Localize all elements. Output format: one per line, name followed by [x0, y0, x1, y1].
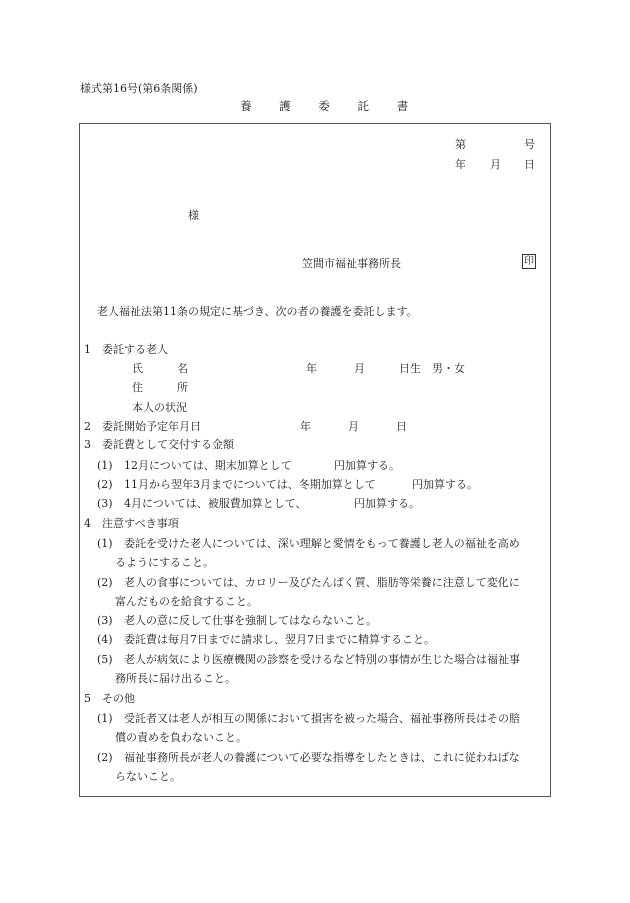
name-label-b: 名: [177, 362, 188, 375]
s3-item-2-text: 11月から翌年3月までについては、冬期加算として: [124, 478, 376, 491]
s4-item-1-line-1: 委託を受けた老人については、深い理解と愛情をもって養護し老人の福祉を高め: [124, 537, 520, 550]
s5-item-1-line-1: 受託者又は老人が相互の関係において損害を被った場合、福祉事務所長はその賠: [124, 712, 520, 725]
s3-item-3-tail: 円加算する。: [354, 497, 420, 510]
birth-month: 月: [354, 362, 365, 375]
date-month: 月: [490, 158, 501, 171]
s4-item-5-number: (5): [97, 653, 113, 666]
number-label-go: 号: [524, 138, 535, 151]
s3-item-1-text: 12月については、期末加算として: [124, 459, 292, 472]
s5-item-2-line-2: らないこと。: [115, 770, 181, 783]
sex-options: 男・女: [432, 362, 465, 375]
s4-item-1-line-2: るようにすること。: [115, 556, 214, 569]
section-5-number: 5: [84, 692, 91, 705]
section-3-number: 3: [84, 438, 91, 451]
start-month: 月: [348, 420, 359, 433]
s3-item-3-text: 4月については、被服費加算として、: [124, 497, 307, 510]
section-1-title: 委託する老人: [102, 343, 168, 356]
section-1-number: 1: [84, 343, 91, 356]
s4-item-4-number: (4): [97, 633, 113, 646]
section-2-number: 2: [84, 420, 91, 433]
addressee-suffix: 様: [188, 209, 199, 222]
section-3-title: 委託費として交付する金額: [102, 438, 234, 451]
address-label-a: 住: [132, 381, 143, 394]
document-title: 養 護 委 託 書: [240, 99, 421, 113]
number-label-dai: 第: [455, 138, 466, 151]
s4-item-5-line-2: 務所長に届け出ること。: [115, 672, 236, 685]
issuer-name: 笠間市福祉事務所長: [302, 257, 401, 270]
form-number: 様式第16号(第6条関係): [80, 82, 198, 95]
address-label-b: 所: [177, 381, 188, 394]
s5-item-2-number: (2): [97, 751, 113, 764]
section-4-number: 4: [84, 517, 91, 530]
s3-item-1-tail: 円加算する。: [334, 459, 400, 472]
s5-item-2-line-1: 福祉事務所長が老人の養護について必要な指導をしたときは、これに従わねばな: [124, 751, 520, 764]
s4-item-1-number: (1): [97, 537, 113, 550]
start-year: 年: [300, 420, 311, 433]
intro-text: 老人福祉法第11条の規定に基づき、次の者の養護を委託します。: [97, 305, 418, 318]
date-year: 年: [455, 158, 466, 171]
s3-item-2-tail: 円加算する。: [412, 478, 478, 491]
s3-item-1-number: (1): [97, 459, 113, 472]
s3-item-3-number: (3): [97, 497, 113, 510]
s4-item-5-line-1: 老人が病気により医療機関の診察を受けるなど特別の事情が生じた場合は福祉事: [124, 653, 520, 666]
birth-year: 年: [306, 362, 317, 375]
section-5-title: その他: [102, 692, 135, 705]
s4-item-2-number: (2): [97, 576, 113, 589]
seal-mark: 印: [524, 256, 534, 267]
date-day: 日: [524, 158, 535, 171]
s4-item-3-number: (3): [97, 614, 113, 627]
birth-day: 日生: [399, 362, 421, 375]
status-label: 本人の状況: [132, 401, 187, 414]
s5-item-1-line-2: 償の責めを負わないこと。: [115, 731, 247, 744]
s4-item-3-line-1: 老人の意に反して仕事を強制してはならないこと。: [124, 614, 377, 627]
start-day: 日: [396, 420, 407, 433]
section-4-title: 注意すべき事項: [102, 517, 179, 530]
section-2-title: 委託開始予定年月日: [102, 420, 201, 433]
name-label-a: 氏: [132, 362, 143, 375]
s3-item-2-number: (2): [97, 478, 113, 491]
s4-item-4-line-1: 委託費は毎月7日までに請求し、翌月7日までに精算すること。: [124, 633, 435, 646]
s4-item-2-line-2: 富んだものを給食すること。: [115, 595, 258, 608]
s4-item-2-line-1: 老人の食事については、カロリー及びたんぱく質、脂肪等栄養に注意して変化に: [124, 576, 520, 589]
s5-item-1-number: (1): [97, 712, 113, 725]
